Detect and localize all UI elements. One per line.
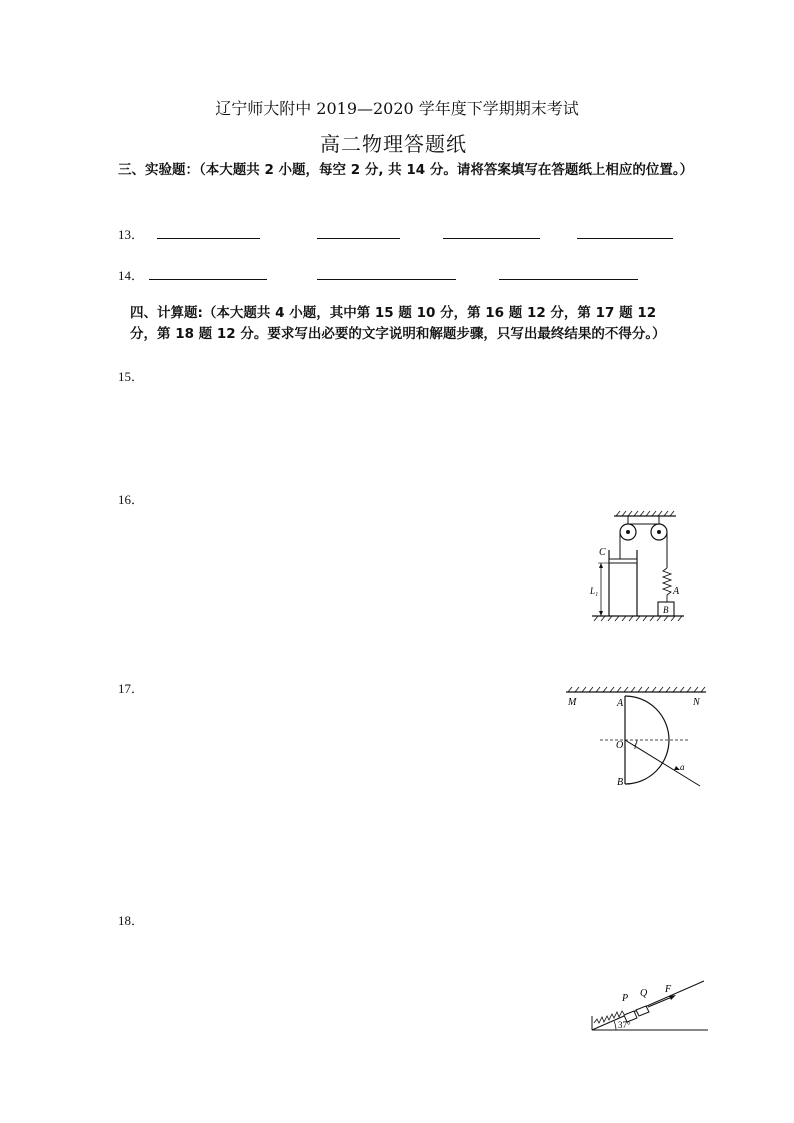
q18-answer-area[interactable] bbox=[140, 932, 570, 1042]
fig17-label-i: i bbox=[634, 742, 637, 751]
fig18-block-q bbox=[636, 1006, 649, 1016]
fig17-surface-hatch bbox=[568, 687, 705, 692]
answer-sheet-title: 高二物理答题纸 bbox=[320, 132, 467, 156]
fig17-label-a: A bbox=[617, 698, 624, 709]
q14-blank-2[interactable] bbox=[317, 279, 456, 280]
q16-answer-area[interactable] bbox=[140, 512, 570, 672]
fig16-label-a: A bbox=[673, 586, 680, 597]
figure-17-semicircle-diagram bbox=[562, 684, 712, 794]
figure-18-incline-diagram bbox=[588, 978, 712, 1036]
fig16-piston bbox=[609, 559, 637, 563]
question-15-number: 15． bbox=[118, 369, 145, 384]
fig17-label-o: O bbox=[616, 740, 624, 751]
q17-answer-area[interactable] bbox=[140, 700, 540, 900]
fig18-label-q: Q bbox=[640, 988, 648, 999]
fig16-label-b: B bbox=[663, 605, 669, 615]
fig17-label-ray-a: a bbox=[680, 762, 685, 772]
fig16-ceiling-hatch bbox=[616, 511, 674, 516]
section-3-heading: 三、实验题：（本大题共 2 小题，每空 2 分, 共 14 分。请将答案填写在答题纸上相应的位置。） bbox=[118, 162, 694, 178]
fig18-force-arrow bbox=[648, 997, 672, 1007]
fig17-label-n: N bbox=[693, 697, 700, 708]
section-4-heading: 四、计算题:（本大题共 4 小题，其中第 15 题 10 分，第 16 题 12 分，第 17 题 12 分，第 18 题 12 分。要求写出必要的文字说明和解题步骤，只写出最终结果的不得分。） bbox=[130, 305, 666, 342]
q13-blank-1[interactable] bbox=[157, 238, 260, 239]
question-18-number: 18． bbox=[118, 913, 145, 928]
q13-blank-2[interactable] bbox=[317, 238, 400, 239]
q13-blank-3[interactable] bbox=[443, 238, 540, 239]
fig18-label-angle: 37° bbox=[618, 1020, 631, 1030]
question-14-number: 14． bbox=[118, 268, 145, 283]
question-13-number: 13． bbox=[118, 227, 145, 242]
exam-title: 辽宁师大附中 2019—2020 学年度下学期期末考试 bbox=[215, 99, 579, 118]
question-16-number: 16． bbox=[118, 492, 145, 507]
fig17-label-m: M bbox=[568, 697, 577, 708]
fig18-incline bbox=[592, 981, 704, 1030]
fig18-label-f: F bbox=[665, 984, 672, 995]
q13-blank-4[interactable] bbox=[577, 238, 673, 239]
fig17-label-b: B bbox=[617, 777, 624, 788]
fig16-label-l1: L₁ bbox=[590, 586, 599, 596]
fig16-spring bbox=[663, 568, 671, 602]
q14-blank-3[interactable] bbox=[499, 279, 638, 280]
q15-answer-area[interactable] bbox=[140, 390, 680, 485]
fig18-label-p: P bbox=[622, 993, 629, 1004]
figure-16-pulley-diagram bbox=[588, 510, 688, 625]
q14-blank-1[interactable] bbox=[149, 279, 267, 280]
question-17-number: 17． bbox=[118, 681, 145, 696]
fig16-label-c: C bbox=[599, 547, 606, 558]
fig17-light-ray bbox=[625, 740, 700, 786]
